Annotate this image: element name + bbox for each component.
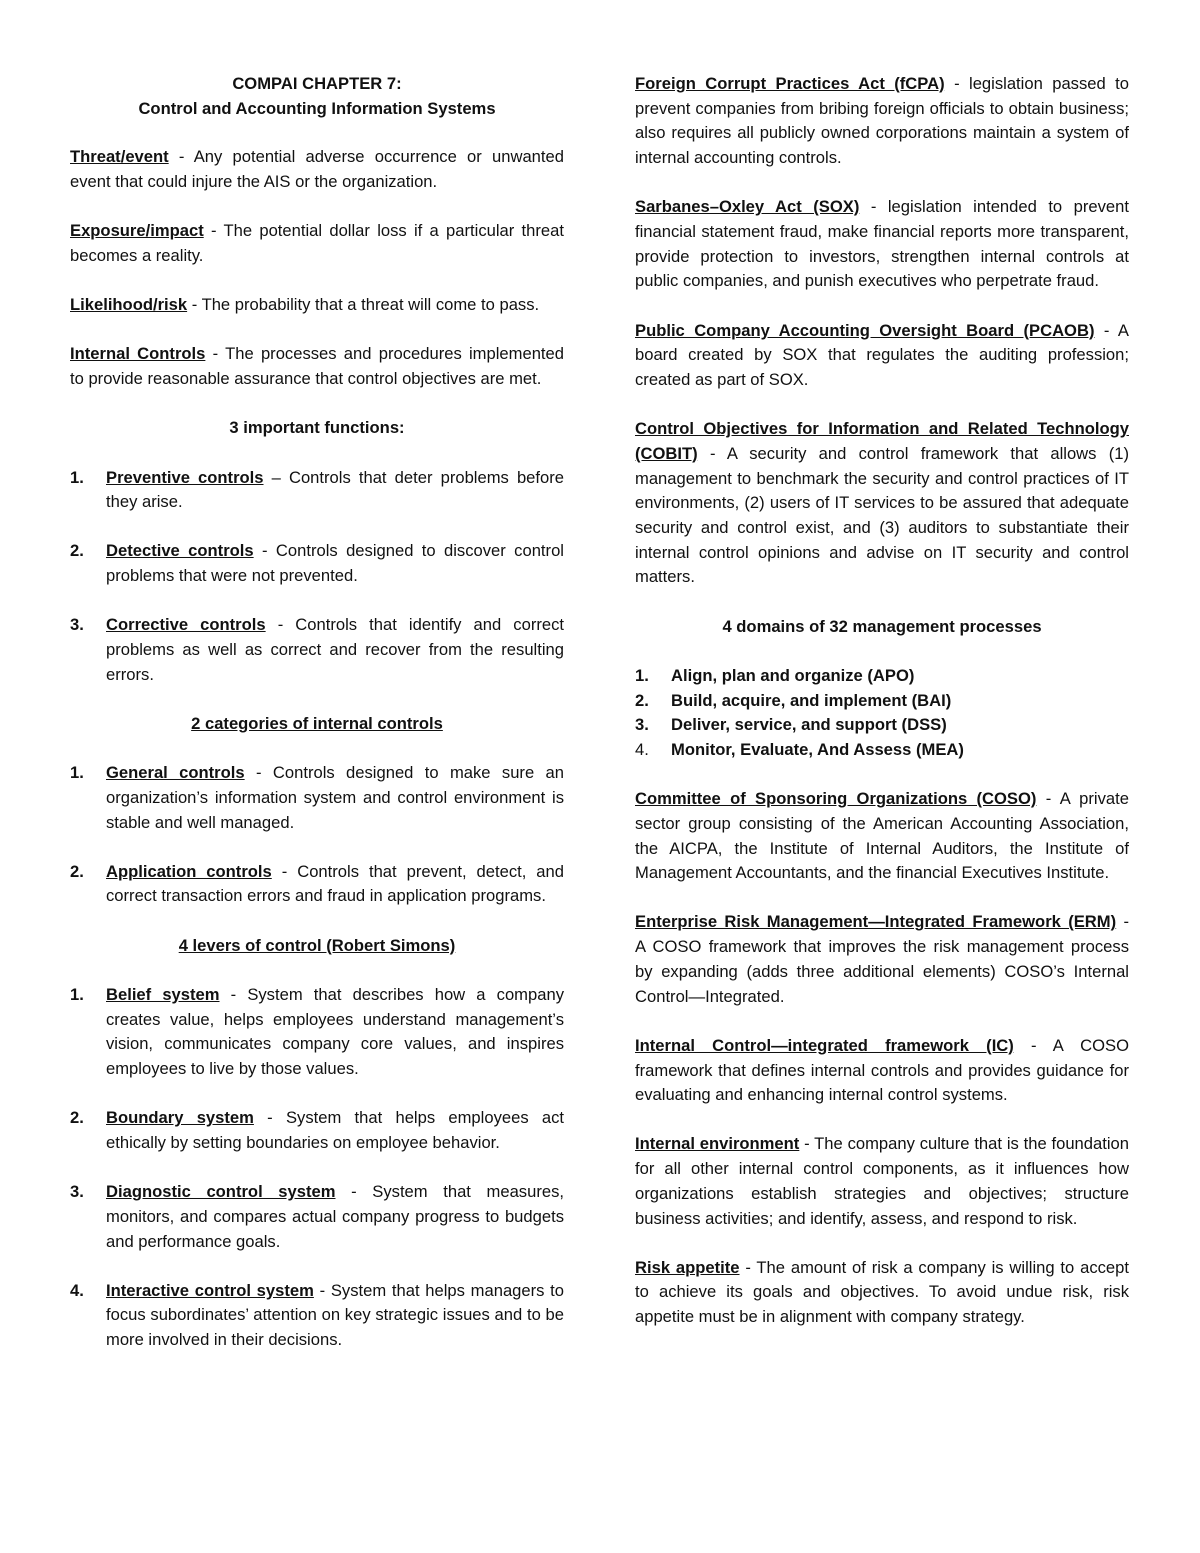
definition-term: Internal Controls (70, 344, 206, 364)
definition-text: legislation passed to prevent companies from bribing foreign officials to obtain business; also requires all publicly owned corporations maintain a system of internal accounting controls. (635, 74, 1129, 168)
definition-likelihood-risk: Likelihood/risk - The probability that a threat will come to pass. (70, 295, 540, 315)
list-item: 1. General controls - Controls designed to make sure an organization’s information system and control environment is stable and well managed. (70, 763, 564, 832)
list-item: 2. Build, acquire, and implement (BAI) (635, 690, 952, 710)
list-item: 2. Boundary system - System that helps employees act ethically by setting boundaries on employee behavior. (70, 1108, 565, 1152)
list-item: 3. Corrective controls - Controls that identify and correct problems as well as correct and recover from the resulting errors. (70, 615, 565, 684)
section-heading-levers: 4 levers of control (Robert Simons) (178, 935, 456, 955)
list-item: 1. Align, plan and organize (APO) (635, 665, 915, 685)
definition-fcpa: Foreign Corrupt Practices Act (fCPA) - legislation passed to prevent companies from bribing foreign officials to obtain business; also requires all publicly owned corporations maintain a system of internal accounting controls. (635, 74, 1129, 168)
definition-term: Foreign Corrupt Practices Act (fCPA) (635, 74, 945, 93)
item-term: Preventive controls (106, 467, 264, 487)
item-text: System that measures, monitors, and compares actual company progress to budgets and performance goals. (106, 1182, 564, 1251)
definition-term: Public Company Accounting Oversight Board (PCAOB) (635, 320, 1095, 340)
list-item: 4. Monitor, Evaluate, And Assess (MEA) (635, 739, 964, 759)
item-text: Align, plan and organize (APO) (671, 665, 915, 685)
document-title: COMPAI CHAPTER 7: (232, 74, 402, 93)
item-term: General controls (106, 763, 245, 783)
definition-text: A private sector group consisting of the American Accounting Association, the AICPA, the Institute of Internal Auditors, the Institute of Management Accountants, and the financial Executives Institute. (635, 789, 1129, 883)
right-column (635, 72, 1129, 1354)
definition-internal-environment: Internal environment - The company culture that is the foundation for all other internal control components, as it influences how organizations establish strategies and objectives; structure business activities; and identify, assess, and respond to risk. (635, 1134, 1129, 1228)
item-term: Interactive control system (106, 1280, 314, 1300)
definition-text: A COSO framework that improves the risk management process by expanding (adds three additional elements) COSO’s Internal Control—Integrated. (635, 937, 1129, 1006)
item-text: Controls that identify and correct problems as well as correct and recover from the resulting errors. (106, 615, 565, 684)
functions-list (70, 466, 564, 688)
categories-list (70, 761, 564, 909)
definition-text: A security and control framework that allows (1) management to benchmark the security and control practices of IT environments, (2) users of IT services to be assured that adequate security and control exist, and (3) auditors to substantiate their internal control opinions and advise on IT security and control matters. (635, 443, 1129, 587)
definition-term: Threat/event (70, 147, 169, 167)
definition-text: Any potential adverse occurrence or unwanted event that could injure the AIS or the organization. (70, 147, 564, 192)
definition-exposure-impact: Exposure/impact - The potential dollar loss if a particular threat becomes a reality. (70, 221, 564, 266)
definition-text: A COSO framework that defines internal controls and provides guidance for evaluating and enhancing internal control systems. (635, 1035, 1129, 1105)
definition-term: Risk appetite (635, 1257, 740, 1277)
definition-coso: Committee of Sponsoring Organizations (COSO) - A private sector group consisting of the American Accounting Association, the AICPA, the Institute of Internal Auditors, the Institute of Management Accountants, and the financial Executives Institute. (635, 789, 1129, 883)
definition-term: Internal Control—integrated framework (IC) (635, 1035, 1014, 1055)
definition-text: The probability that a threat will come to pass. (201, 295, 540, 315)
item-term: Application controls (106, 861, 272, 881)
document-subtitle: Control and Accounting Information Systems (138, 98, 496, 118)
section-heading-domains: 4 domains of 32 management processes (722, 616, 1042, 636)
section-heading-categories: 2 categories of internal controls (191, 713, 443, 733)
item-text: Controls that deter problems before they arise. (106, 467, 564, 512)
list-item: 4. Interactive control system - System that helps managers to focus subordinates’ attention on key strategic issues and to be more involved in their decisions. (70, 1280, 565, 1350)
item-term: Diagnostic control system (106, 1182, 336, 1202)
definition-term: Control Objectives for Information and Related Technology (COBIT) (635, 419, 1129, 463)
title-block (70, 72, 564, 121)
item-term: Detective controls (106, 541, 254, 561)
list-item: 2. Application controls - Controls that prevent, detect, and correct transaction errors and fraud in application programs. (70, 861, 564, 906)
definition-term: Committee of Sponsoring Organizations (COSO) (635, 789, 1037, 809)
section-heading-functions: 3 important functions: (229, 418, 405, 438)
definition-pcaob: Public Company Accounting Oversight Board (PCAOB) - A board created by SOX that regulates the auditing profession; created as part of SOX. (635, 320, 1129, 390)
definition-text: The company culture that is the foundation for all other internal control components, as it influences how organizations establish strategies and objectives; structure business activities; and identify, assess, and respond to risk. (635, 1134, 1129, 1228)
definition-text: The amount of risk a company is willing to accept to achieve its goals and objectives. To avoid undue risk, risk appetite must be in alignment with company strategy. (635, 1257, 1129, 1327)
list-item: 3. Deliver, service, and support (DSS) (635, 715, 947, 735)
definition-erm: Enterprise Risk Management—Integrated Framework (ERM) - A COSO framework that improves the risk management process by expanding (adds three additional elements) COSO’s Internal Control—Integrated. (635, 912, 1129, 1006)
item-text: Controls designed to discover control problems that were not prevented. (106, 541, 564, 586)
definition-threat-event: Threat/event - Any potential adverse occurrence or unwanted event that could injure the AIS or the organization. (70, 147, 564, 192)
item-text: System that helps managers to focus subordinates’ attention on key strategic issues and to be more involved in their decisions. (106, 1280, 565, 1350)
definition-ic-framework: Internal Control—integrated framework (IC) - A COSO framework that defines internal controls and provides guidance for evaluating and enhancing internal control systems. (635, 1035, 1129, 1105)
levers-list (70, 983, 564, 1353)
definition-term: Internal environment (635, 1134, 800, 1154)
item-text: Controls designed to make sure an organization’s information system and control environment is stable and well managed. (106, 763, 564, 832)
definition-cobit: Control Objectives for Information and Related Technology (COBIT) - A security and control framework that allows (1) management to benchmark the security and control practices of IT environments, (2) users of IT services to be assured that adequate security and control exist, and (3) auditors to substantiate their internal control opinions and advise on IT security and control matters. (635, 419, 1129, 587)
definition-term: Sarbanes–Oxley Act (SOX) (635, 197, 860, 217)
item-text: System that describes how a company creates value, helps employees understand management’s vision, communicates company core values, and inspires employees to live by those values. (106, 984, 564, 1078)
definition-risk-appetite: Risk appetite - The amount of risk a company is willing to accept to achieve its goals and objectives. To avoid undue risk, risk appetite must be in alignment with company strategy. (635, 1257, 1129, 1327)
item-term: Belief system (106, 984, 220, 1004)
item-text: System that helps employees act ethically by setting boundaries on employee behavior. (106, 1108, 565, 1152)
definition-text: The potential dollar loss if a particular threat becomes a reality. (70, 221, 564, 266)
list-item: 3. Diagnostic control system - System that measures, monitors, and compares actual company progress to budgets and performance goals. (70, 1182, 564, 1251)
definition-sox: Sarbanes–Oxley Act (SOX) - legislation intended to prevent financial statement fraud, make financial reports more transparent, provide protection to investors, strengthen internal controls at public companies, and punish executives who perpetrate fraud. (635, 197, 1130, 291)
definition-text: The processes and procedures implemented to provide reasonable assurance that control objectives are met. (70, 344, 564, 389)
definition-text: legislation intended to prevent financial statement fraud, make financial reports more transparent, provide protection to investors, strengthen internal controls at public companies, and punish executives who perpetrate fraud. (635, 197, 1130, 291)
item-text: Deliver, service, and support (DSS) (671, 715, 947, 735)
list-item: 1. Preventive controls – Controls that deter problems before they arise. (70, 467, 564, 512)
item-text: Controls that prevent, detect, and correct transaction errors and fraud in application programs. (106, 861, 564, 906)
definition-term: Likelihood/risk (70, 295, 188, 315)
item-text: Monitor, Evaluate, And Assess (MEA) (671, 739, 964, 759)
list-item: 2. Detective controls - Controls designed to discover control problems that were not prevented. (70, 541, 564, 586)
item-term: Boundary system (106, 1108, 254, 1128)
definition-term: Exposure/impact (70, 221, 204, 241)
list-item: 1. Belief system - System that describes how a company creates value, helps employees understand management’s vision, communicates company core values, and inspires employees to live by those values. (70, 984, 564, 1078)
item-term: Corrective controls (106, 615, 266, 635)
item-text: Build, acquire, and implement (BAI) (671, 690, 952, 710)
definition-text: A board created by SOX that regulates the auditing profession; created as part of SOX. (635, 320, 1129, 390)
definition-term: Enterprise Risk Management—Integrated Framework (ERM) (635, 912, 1117, 932)
domains-list (635, 664, 1129, 763)
left-column (70, 72, 564, 1377)
definition-internal-controls: Internal Controls - The processes and procedures implemented to provide reasonable assurance that control objectives are met. (70, 344, 564, 389)
